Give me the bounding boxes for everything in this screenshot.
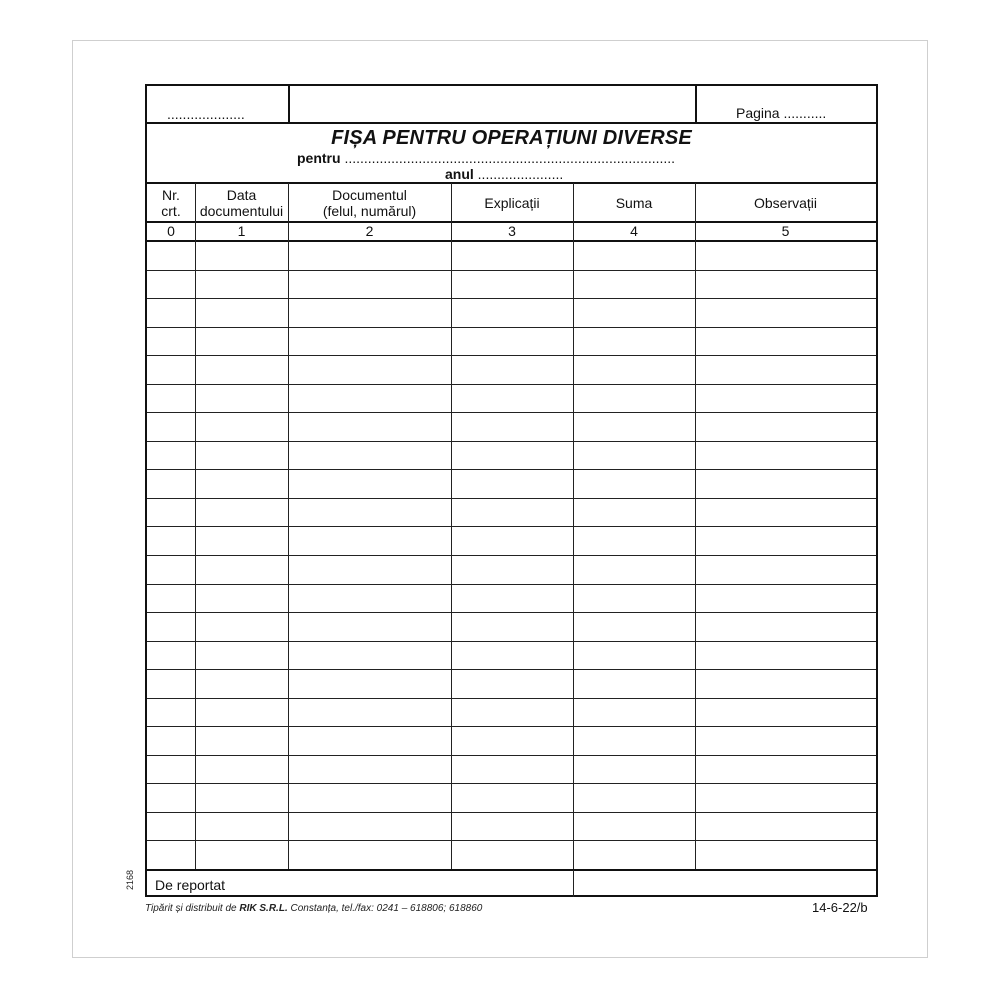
column-number-1: 1 xyxy=(237,223,246,239)
form-title: FIȘA PENTRU OPERAȚIUNI DIVERSE xyxy=(331,127,692,149)
column-number-0: 0 xyxy=(167,223,175,239)
table-row[interactable] xyxy=(147,670,876,699)
header-divider-right xyxy=(695,86,697,123)
column-header-3 xyxy=(451,184,573,222)
table-row[interactable] xyxy=(147,271,876,300)
table-row[interactable] xyxy=(147,499,876,528)
table-row[interactable] xyxy=(147,699,876,728)
column-header-line1: Observații xyxy=(753,195,818,211)
column-header-5 xyxy=(695,184,876,222)
table-row[interactable] xyxy=(147,613,876,642)
table-row[interactable] xyxy=(147,527,876,556)
column-number-5: 5 xyxy=(781,223,790,239)
column-number-4: 4 xyxy=(630,223,638,239)
column-header-line2: documentului xyxy=(199,203,284,219)
column-divider-1 xyxy=(195,183,196,869)
table-row[interactable] xyxy=(147,385,876,414)
side-code: 2168 xyxy=(125,869,135,890)
de-reportat-sum-cell[interactable] xyxy=(575,871,876,896)
table-row[interactable] xyxy=(147,413,876,442)
anul-dots: ...................... xyxy=(477,166,564,182)
column-header-line1: Data xyxy=(226,187,257,203)
column-header-line1: Nr. xyxy=(162,187,180,203)
table-row[interactable] xyxy=(147,356,876,385)
printer-name: RIK S.R.L. xyxy=(239,903,288,914)
table-row[interactable] xyxy=(147,727,876,756)
printer-info xyxy=(145,903,482,914)
column-header-line1: Documentul xyxy=(332,187,407,203)
pentru-line xyxy=(297,150,675,166)
form-table xyxy=(145,84,878,897)
table-row[interactable] xyxy=(147,841,876,870)
column-divider-2 xyxy=(288,183,289,869)
table-row[interactable] xyxy=(147,642,876,671)
page-number-label: Pagina ........... xyxy=(736,105,827,121)
printer-suffix: Constanța, tel./fax: 0241 – 618806; 618860 xyxy=(287,903,483,914)
printer-prefix: Tipărit și distribuit de xyxy=(145,903,240,914)
column-divider-4 xyxy=(573,183,574,869)
pentru-label: pentru xyxy=(297,150,341,166)
entries-grid xyxy=(147,242,876,870)
table-row[interactable] xyxy=(147,299,876,328)
column-number-2: 2 xyxy=(365,223,374,239)
table-row[interactable] xyxy=(147,242,876,271)
column-header-2 xyxy=(288,184,451,222)
table-row[interactable] xyxy=(147,442,876,471)
column-header-row xyxy=(147,184,876,222)
pentru-dots: ..................................................................................... xyxy=(344,150,676,166)
column-number-3: 3 xyxy=(508,223,516,239)
anul-line xyxy=(445,166,563,182)
table-row[interactable] xyxy=(147,813,876,842)
table-row[interactable] xyxy=(147,784,876,813)
footer-divider xyxy=(573,870,574,897)
column-header-line2: (felul, numărul) xyxy=(322,203,417,219)
header-line-1 xyxy=(147,122,876,124)
column-number-row xyxy=(147,223,876,241)
form-code: 14-6-22/b xyxy=(812,900,868,915)
table-row[interactable] xyxy=(147,328,876,357)
column-header-line1: Explicații xyxy=(484,195,540,211)
column-divider-3 xyxy=(451,183,452,869)
table-row[interactable] xyxy=(147,556,876,585)
table-row[interactable] xyxy=(147,756,876,785)
table-row[interactable] xyxy=(147,585,876,614)
de-reportat-label: De reportat xyxy=(155,877,226,893)
column-header-0 xyxy=(147,184,195,222)
header-divider-left xyxy=(288,86,290,123)
header-left-dots: .................... xyxy=(167,106,245,122)
column-header-line2: crt. xyxy=(161,203,181,219)
column-divider-5 xyxy=(695,183,696,869)
column-header-line1: Suma xyxy=(615,195,653,211)
column-header-1 xyxy=(195,184,288,222)
table-row[interactable] xyxy=(147,470,876,499)
anul-label: anul xyxy=(445,166,474,182)
column-header-4 xyxy=(573,184,695,222)
